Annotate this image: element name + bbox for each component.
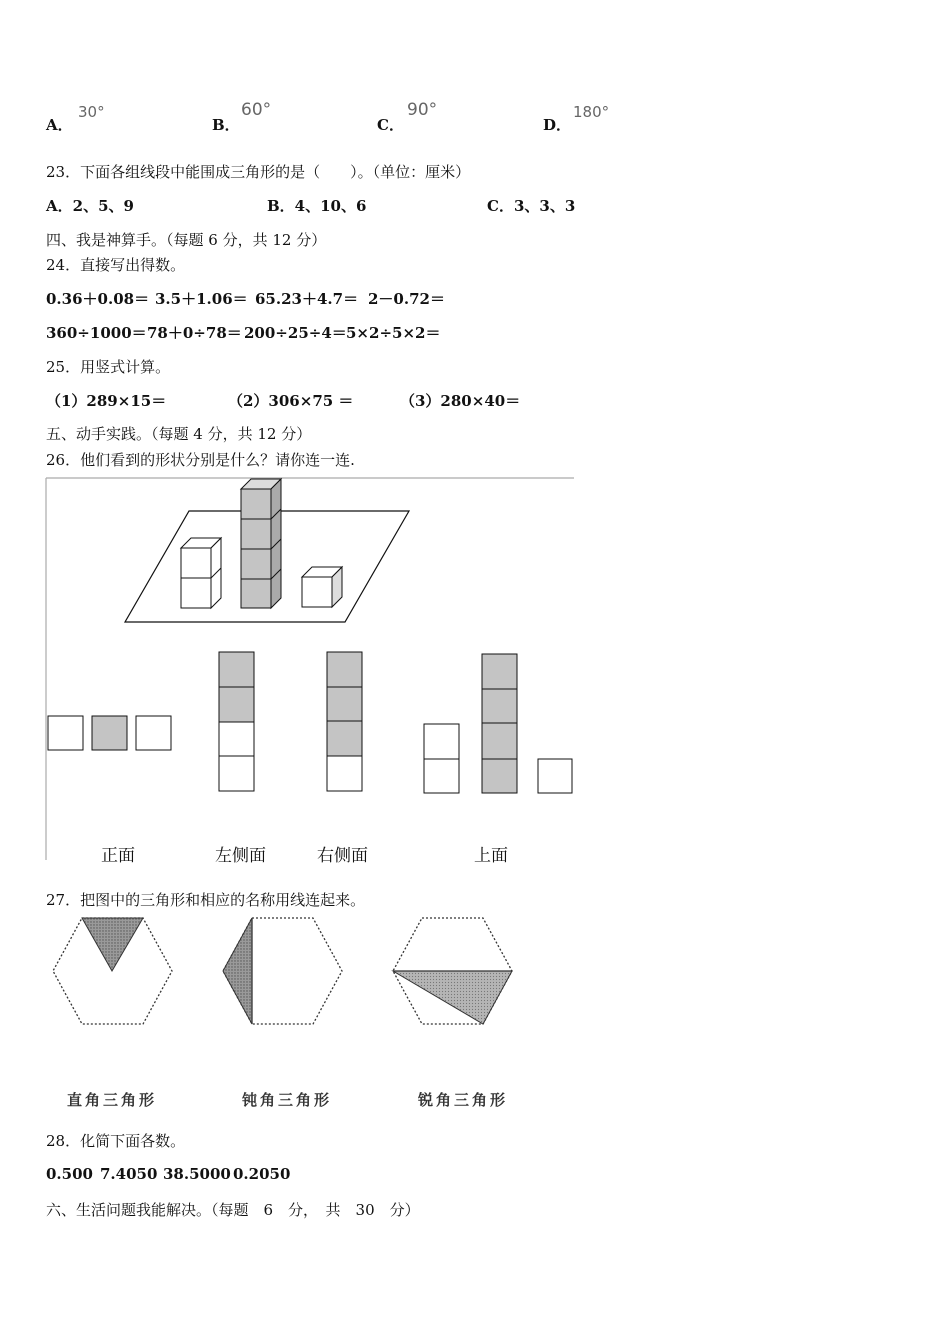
section-4-title: 四、我是神算手。（每题 6 分，共 12 分） (46, 231, 327, 249)
section-6-title: 六、生活问题我能解决。（每题 6 分， 共 30 分） (46, 1201, 420, 1219)
q23-option-b[interactable]: B．4、10、6 (267, 197, 367, 215)
q28-number: 0.500 (46, 1165, 93, 1183)
hexagon-1 (53, 918, 172, 1024)
q24-item: 3.5＋1.06＝ (155, 290, 248, 308)
option-letter: D． (543, 116, 572, 134)
view-label-top: 上面 (474, 846, 508, 866)
q28-number: 38.5000 (163, 1165, 231, 1183)
q24-item: 65.23＋4.7＝ (255, 290, 359, 308)
q24-item: 5×2÷5×2＝ (346, 324, 441, 342)
q27-question: 27．把图中的三角形和相应的名称用线连起来。 (46, 891, 366, 909)
angle-90-label: 90° (407, 100, 438, 120)
q24-item: 200÷25÷4＝ (244, 324, 347, 342)
q23-question: 23．下面各组线段中能围成三角形的是（ ）。（单位：厘米） (46, 163, 471, 181)
q23-option-a[interactable]: A．2、5、9 (46, 197, 134, 215)
angle-60-label: 60° (241, 100, 272, 120)
q24-item: 78＋0÷78＝ (147, 324, 242, 342)
q28-number: 0.2050 (233, 1165, 291, 1183)
q26-question: 26．他们看到的形状分别是什么？请你连一连. (46, 451, 355, 469)
option-letter: A． (46, 116, 73, 134)
q28-number: 7.4050 (100, 1165, 158, 1183)
section-5-title: 五、动手实践。（每题 4 分，共 12 分） (46, 425, 312, 443)
q24-item: 360÷1000＝ (46, 324, 147, 342)
q24-item: 0.36＋0.08＝ (46, 290, 150, 308)
q25-item: （1）289×15＝ (46, 392, 167, 410)
q24-question: 24．直接写出得数。 (46, 256, 186, 274)
view-label-front: 正面 (101, 846, 135, 866)
hexagon-3 (393, 918, 512, 1024)
view-label-right-side: 右侧面 (317, 846, 368, 866)
triangle-label-acute: 锐角三角形 (418, 1091, 509, 1109)
q24-item: 2－0.72＝ (368, 290, 445, 308)
q23-option-c[interactable]: C．3、3、3 (487, 197, 576, 215)
q28-question: 28．化简下面各数。 (46, 1132, 186, 1150)
option-letter: B． (212, 116, 240, 134)
hexagon-2 (223, 918, 342, 1024)
triangle-label-right: 直角三角形 (67, 1091, 158, 1109)
option-letter: C． (377, 116, 404, 134)
angle-180-label: 180° (573, 103, 610, 121)
q25-question: 25．用竖式计算。 (46, 358, 171, 376)
q25-item: （2）306×75 ＝ (228, 392, 354, 410)
triangle-label-obtuse: 钝角三角形 (242, 1091, 333, 1109)
q25-item: （3）280×40＝ (400, 392, 521, 410)
angle-30-label: 30° (78, 103, 105, 121)
view-label-left-side: 左侧面 (215, 846, 266, 866)
